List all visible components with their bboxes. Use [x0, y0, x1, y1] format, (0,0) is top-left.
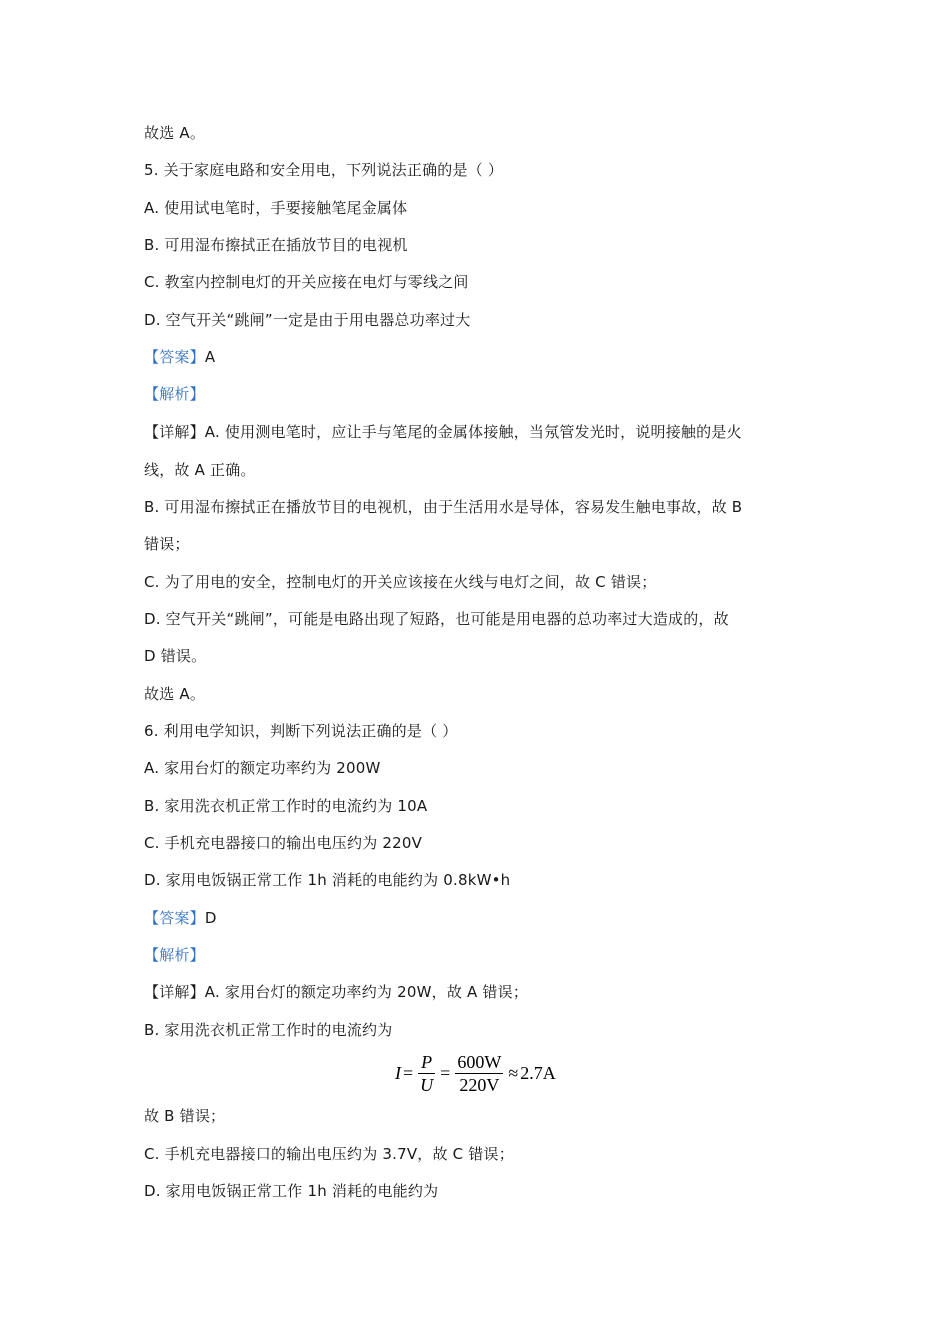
text-line: 故选 A。 [144, 685, 206, 703]
text-line: 线，故 A 正确。 [144, 461, 256, 479]
formula-numerator: P [421, 1051, 433, 1072]
text-line: D. 家用电饭锅正常工作 1h 消耗的电能约为 [144, 1182, 439, 1200]
formula-equals: = [403, 1062, 414, 1083]
text-line: 错误； [144, 535, 190, 553]
formula-result: 2.7A [520, 1062, 556, 1083]
text-line: B. 可用湿布擦拭正在播放节目的电视机，由于生活用水是导体，容易发生触电事故，故 B [144, 498, 743, 516]
text-line: D. 空气开关“跳闸”，可能是电路出现了短路，也可能是用电器的总功率过大造成的，故 [144, 610, 729, 628]
answer-line [144, 908, 217, 928]
text-line: C. 为了用电的安全，控制电灯的开关应该接在火线与电灯之间，故 C 错误； [144, 573, 657, 591]
text-line: 【详解】A. 使用测电笔时，应让手与笔尾的金属体接触，当氖管发光时，说明接触的是火 [144, 423, 742, 441]
option-c: C. 教室内控制电灯的开关应接在电灯与零线之间 [144, 273, 469, 291]
option-d: D. 家用电饭锅正常工作 1h 消耗的电能约为 0.8kW•h [144, 871, 511, 889]
formula-fraction-p-over-u [418, 1051, 435, 1096]
formula-symbol-i: I [395, 1062, 401, 1083]
formula-numerator: 600W [457, 1051, 502, 1072]
formula-denominator: U [420, 1074, 434, 1095]
answer-line [144, 347, 215, 367]
option-a: A. 家用台灯的额定功率约为 200W [144, 759, 381, 777]
answer-tag: 【答案】 [144, 348, 205, 366]
question-5-stem: 5. 关于家庭电路和安全用电，下列说法正确的是（ ） [144, 161, 504, 179]
analysis-tag: 【解析】 [144, 946, 205, 964]
text-line: B. 家用洗衣机正常工作时的电流约为 [144, 1021, 393, 1039]
answer-value: A [204, 348, 216, 366]
text-line: 故选 A。 [144, 124, 206, 142]
current-formula [395, 1048, 556, 1098]
option-b: B. 可用湿布擦拭正在插放节目的电视机 [144, 236, 408, 254]
option-a: A. 使用试电笔时，手要接触笔尾金属体 [144, 199, 408, 217]
text-line: 故 B 错误； [144, 1107, 226, 1125]
question-6-stem: 6. 利用电学知识，判断下列说法正确的是（ ） [144, 722, 458, 740]
formula-approx: ≈ [508, 1062, 519, 1083]
formula-denominator: 220V [459, 1074, 500, 1095]
option-d: D. 空气开关“跳闸”一定是由于用电器总功率过大 [144, 311, 471, 329]
text-line: D 错误。 [144, 647, 207, 665]
text-line: 【详解】A. 家用台灯的额定功率约为 20W，故 A 错误； [144, 983, 529, 1001]
analysis-heading [144, 384, 205, 404]
analysis-heading [144, 945, 205, 965]
formula-equals: = [440, 1062, 451, 1083]
option-b: B. 家用洗衣机正常工作时的电流约为 10A [144, 797, 428, 815]
analysis-tag: 【解析】 [144, 385, 205, 403]
answer-value: D [204, 909, 217, 927]
text-line: C. 手机充电器接口的输出电压约为 3.7V，故 C 错误； [144, 1145, 514, 1163]
answer-tag: 【答案】 [144, 909, 205, 927]
formula-fraction-values [455, 1051, 503, 1096]
option-c: C. 手机充电器接口的输出电压约为 220V [144, 834, 423, 852]
